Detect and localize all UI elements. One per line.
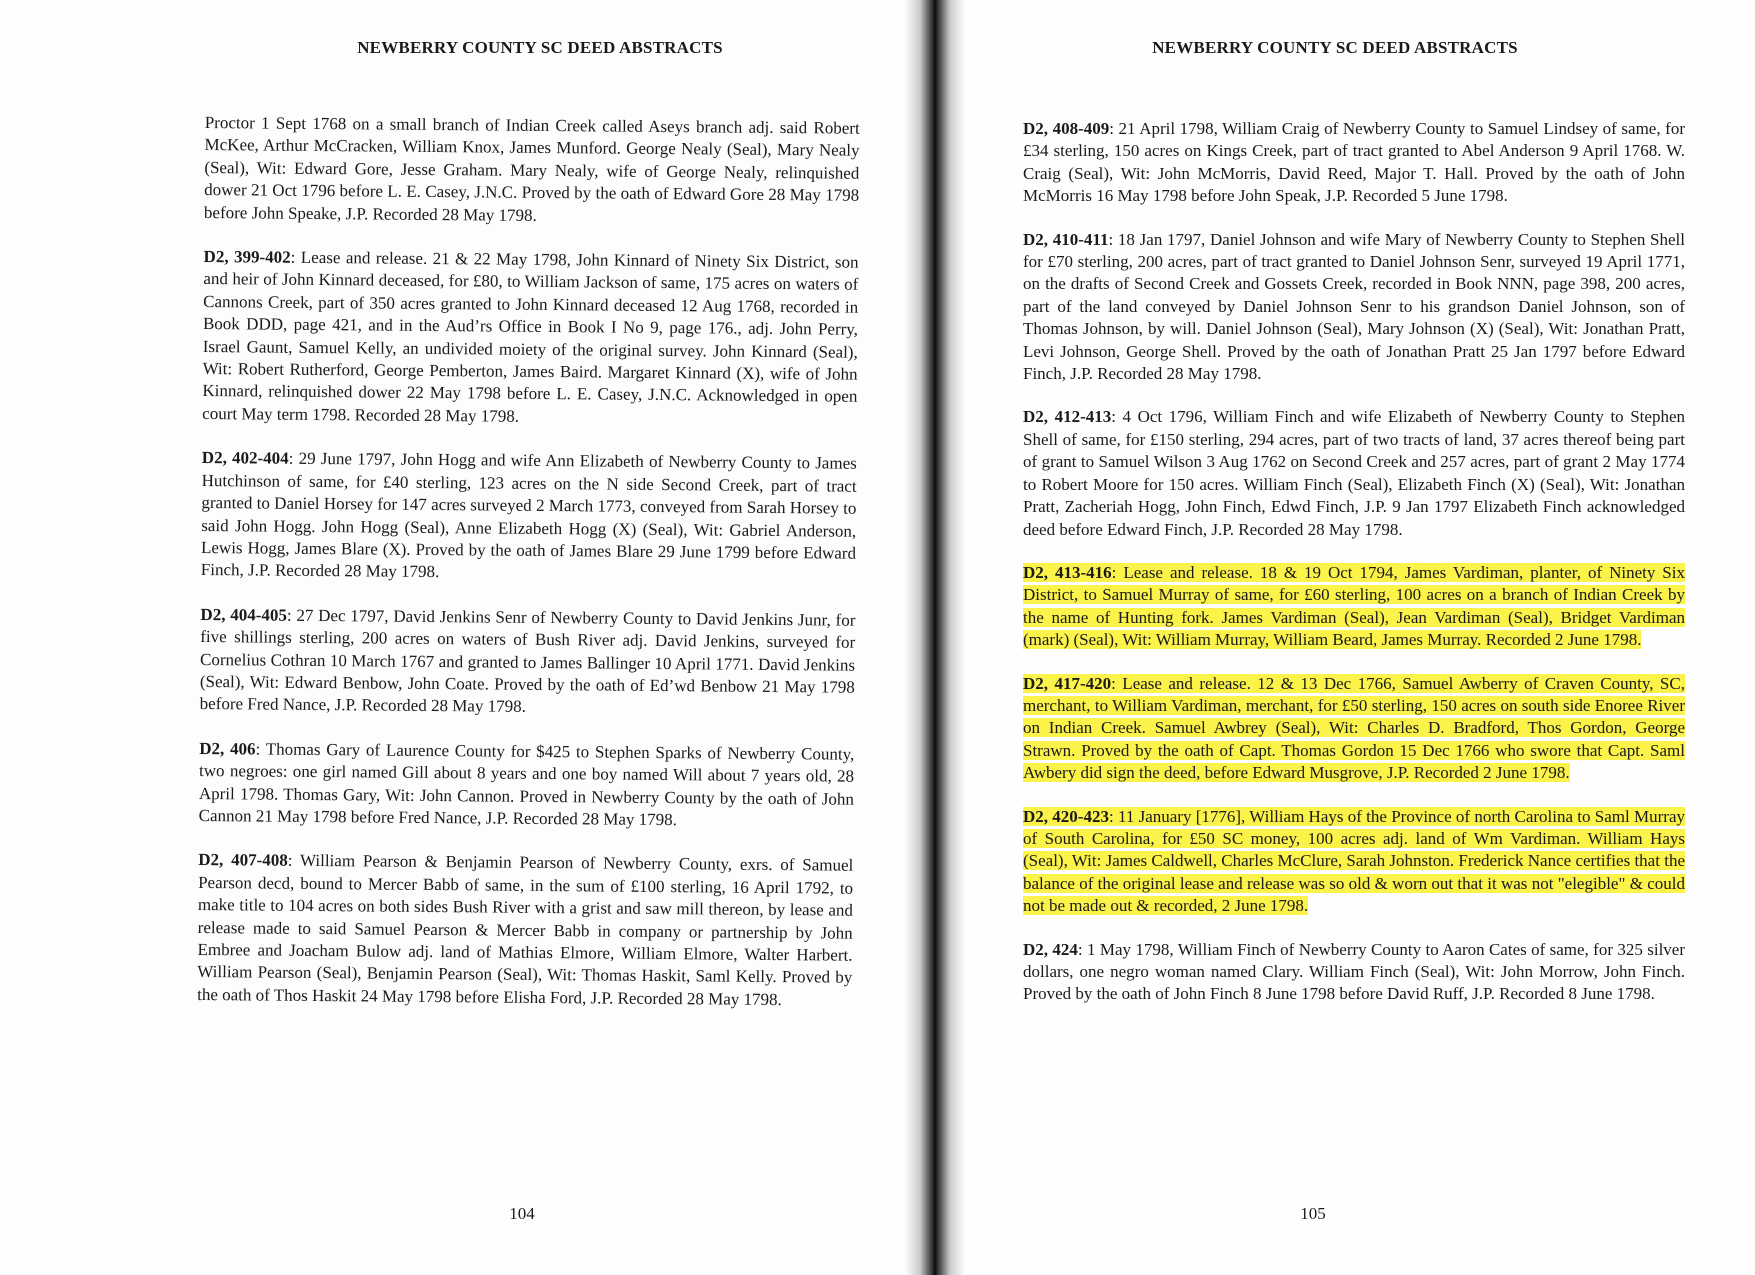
- deed-reference: D2, 407-408: [198, 850, 288, 871]
- right-page-header: NEWBERRY COUNTY SC DEED ABSTRACTS: [1152, 38, 1518, 57]
- left-page-entries: [197, 95, 860, 1034]
- deed-entry-text: : Lease and release. 12 & 13 Dec 1766, Samuel Awberry of Craven County, SC, merchant, to William Vardiman, merchant, for £50 sterling, 150 acres on south side Enoree River on Indian Creek. Samuel Awbrey (Seal), Wit: Charles D. Bradford, Thos Gordon, George Strawn. Proved by the oath of Capt. Thomas Gordon 15 Dec 1766 who swore that Capt. Saml Awbery did sign the deed, before Edward Musgrove, J.P. Recorded 2 June 1798.: [1023, 673, 1685, 783]
- deed-entry-text: : 21 April 1798, William Craig of Newberry County to Samuel Lindsey of same, for £34 sterling, 150 acres on Kings Creek, part of tract granted to Abel Anderson 9 April 1768. W. Craig (Seal), Wit: John McMorris, David Reed, Major T. Hall. Proved by the oath of John McMorris 16 May 1798 before John Speak, J.P. Recorded 5 June 1798.: [1023, 119, 1685, 206]
- deed-entry: [202, 246, 859, 431]
- deed-reference: D2, 412-413: [1023, 407, 1112, 427]
- highlighted-deed-entry: [1023, 673, 1685, 785]
- deed-entry-text: Proctor 1 Sept 1768 on a small branch of Indian Creek called Aseys branch adj. said Robert McKee, Arthur McCracken, William Knox, James Munford. George Nealy (Seal), Mary Nealy (Seal), Wit: Edward Gore, Jesse Graham. Mary Nealy, wife of George Nealy, relinquished dower 21 Oct 1796 before L. E. Casey, J.N.C. Proved by the oath of Edward Gore 28 May 1798 before John Speake, J.P. Recorded 28 May 1798.: [203, 112, 860, 225]
- right-page-number: 105: [1300, 1204, 1326, 1223]
- left-page-header: NEWBERRY COUNTY SC DEED ABSTRACTS: [357, 38, 723, 57]
- left-page-number: 104: [509, 1204, 535, 1223]
- highlighted-deed-entry: [1023, 806, 1685, 918]
- deed-entry: [1023, 406, 1685, 540]
- deed-entry-text: : Lease and release. 21 & 22 May 1798, John Kinnard of Ninety Six District, son and heir of John Kinnard deceased, for £80, to William Jackson of same, 175 acres on waters of Cannons Creek, part of 350 acres granted to John Kinnard deceased 12 Aug 1768, recorded in Book DDD, page 421, and in the Aud’rs Office in Book I No 9, page 176., adj. John Perry, Israel Gaunt, Samuel Kelly, an undivided moiety of the original survey. John Kinnard (Seal), Wit: Robert Rutherford, George Pemberton, James Baird. Margaret Kinnard (X), wife of John Kinnard, relinquished dower 22 May 1798 before L. E. Casey, J.N.C. Acknowledged in open court May term 1798. Recorded 28 May 1798.: [202, 247, 859, 426]
- deed-entry-text: : Thomas Gary of Laurence County for $425 to Stephen Sparks of Newberry County, two negroes: one girl named Gill about 8 years and one boy named Will about 7 years old, 28 April 1798. Thomas Gary, Wit: John Cannon. Proved in Newberry County by the oath of John Cannon 21 May 1798 before Fred Nance, J.P. Recorded 28 May 1798.: [198, 739, 855, 830]
- deed-entry-text: : 27 Dec 1797, David Jenkins Senr of Newberry County to David Jenkins Junr, for five shillings sterling, 200 acres on waters of Bush River adj. David Jenkins, surveyed for Cornelius Cothran 10 March 1767 and granted to James Ballinger 10 April 1771. David Jenkins (Seal), Wit: Edward Benbow, John Coate. Proved by the oath of Ed’wd Benbow 21 May 1798 before Fred Nance, J.P. Recorded 28 May 1798.: [199, 605, 856, 717]
- deed-entry-text: : 11 January [1776], William Hays of the Province of north Carolina to Saml Murray of South Carolina, for £50 SC money, 100 acres adj. land of Wm Vardiman. William Hays (Seal), Wit: James Caldwell, Charles McClure, Sarah Johnston. Frederick Nance certifies that the balance of the original lease and release was so old & worn out that it was not "elegible" & could not be made out & recorded, 2 June 1798.: [1023, 806, 1685, 916]
- book-spine-shadow: [905, 0, 965, 1275]
- deed-reference: D2, 408-409: [1023, 119, 1110, 138]
- deed-reference: D2, 424: [1023, 939, 1078, 959]
- deed-reference: D2, 406: [199, 738, 256, 759]
- deed-entry: [200, 604, 856, 722]
- deed-entry: [201, 447, 857, 587]
- deed-entry: [1023, 939, 1685, 1006]
- deed-entry-text: : 1 May 1798, William Finch of Newberry County to Aaron Cates of same, for 325 silver dollars, one negro woman named Clary. William Finch (Seal), Wit: John Morrow, John Finch. Proved by the oath of John Finch 8 June 1798 before David Ruff, J.P. Recorded 8 June 1798.: [1023, 939, 1685, 1004]
- right-page: [930, 0, 1755, 1275]
- highlighted-deed-entry: [1023, 562, 1685, 652]
- deed-reference: D2, 420-423: [1023, 806, 1109, 826]
- deed-reference: D2, 404-405: [200, 604, 288, 625]
- deed-reference: D2, 410-411: [1023, 229, 1109, 249]
- deed-entry-text: : 18 Jan 1797, Daniel Johnson and wife Mary of Newberry County to Stephen Shell for £70 sterling, 200 acres, part of tract granted to Daniel Johnson Senr, surveyed 19 April 1771, on the drafts of Second Creek and Gossets Creek, recorded in Book NNN, page 398, 200 acres, part of the land conveyed by Daniel Johnson Senr to his grandson Daniel Johnson, son of Thomas Johnson, by will. Daniel Johnson (Seal), Mary Johnson (X) (Seal), Wit: Jonathan Pratt, Levi Johnson, George Shell. Proved by the oath of Jonathan Pratt 25 Jan 1797 before Edward Finch, J.P. Recorded 28 May 1798.: [1023, 229, 1686, 384]
- deed-reference: D2, 399-402: [203, 247, 291, 267]
- deed-entry: [197, 849, 853, 1012]
- deed-entry-text: : William Pearson & Benjamin Pearson of Newberry County, exrs. of Samuel Pearson decd, bound to Mercer Babb of same, in the sum of £100 sterling, 16 April 1792, to make title to 104 acres on both sides Bush River with a grist and saw mill thereon, by lease and release made to said Samuel Pearson & Mercer Babb in company or partnership by John Embree and Joacham Bulow adj. land of Mathias Elmore, William Elmore, Walter Harbert. William Pearson (Seal), Benjamin Pearson (Seal), Wit: Thomas Haskit, Saml Kelly. Proved by the oath of Thos Haskit 24 May 1798 before Elisha Ford, J.P. Recorded 28 May 1798.: [197, 851, 854, 1009]
- deed-reference: D2, 413-416: [1023, 562, 1112, 582]
- deed-entry-text: : Lease and release. 18 & 19 Oct 1794, James Vardiman, planter, of Ninety Six District, to Samuel Murray of same, for £60 sterling, 100 acres on a branch of Indian Creek by the name of Hunting fork. James Vardiman (Seal), Jean Vardiman (Seal), Bridget Vardiman (mark) (Seal), Wit: William Murray, William Beard, James Murray. Recorded 2 June 1798.: [1023, 562, 1685, 650]
- deed-reference: D2, 402-404: [201, 448, 289, 469]
- deed-entry: [1023, 229, 1685, 386]
- deed-entry-text: : 29 June 1797, John Hogg and wife Ann Elizabeth of Newberry County to James Hutchinson of same, for £40 sterling, 123 acres on the N side Second Creek, part of tract granted to Daniel Horsey for 147 acres surveyed 2 March 1773, conveyed from Sarah Horsey to said John Hogg. John Hogg (Seal), Anne Elizabeth Hogg (X) (Seal), Wit: Gabriel Anderson, Lewis Hogg, James Blare (X). Proved by the oath of James Blare 29 June 1799 before Edward Finch, J.P. Recorded 28 May 1798.: [200, 449, 857, 582]
- deed-reference: D2, 417-420: [1023, 673, 1112, 693]
- deed-entry-text: : 4 Oct 1796, William Finch and wife Elizabeth of Newberry County to Stephen Shell of same, for £150 sterling, 294 acres, part of two tracts of land, 37 acres thereof being part of grant to Samuel Wilson 3 Aug 1762 on Second Creek and 257 acres, part of grant 2 May 1774 to Robert Moore for 150 acres. William Finch (Seal), Elizabeth Finch (X) (Seal), Wit: Jonathan Pratt, Zacheriah Hogg, John Finch, Edwd Finch, J.P. 9 Jan 1797 Elizabeth Finch acknowledged deed before Edward Finch, J.P. Recorded 28 May 1798.: [1023, 407, 1685, 539]
- deed-entry: [199, 738, 855, 833]
- right-page-entries: [1023, 101, 1685, 1027]
- deed-entry: [1023, 118, 1685, 208]
- deed-entry: [204, 112, 860, 230]
